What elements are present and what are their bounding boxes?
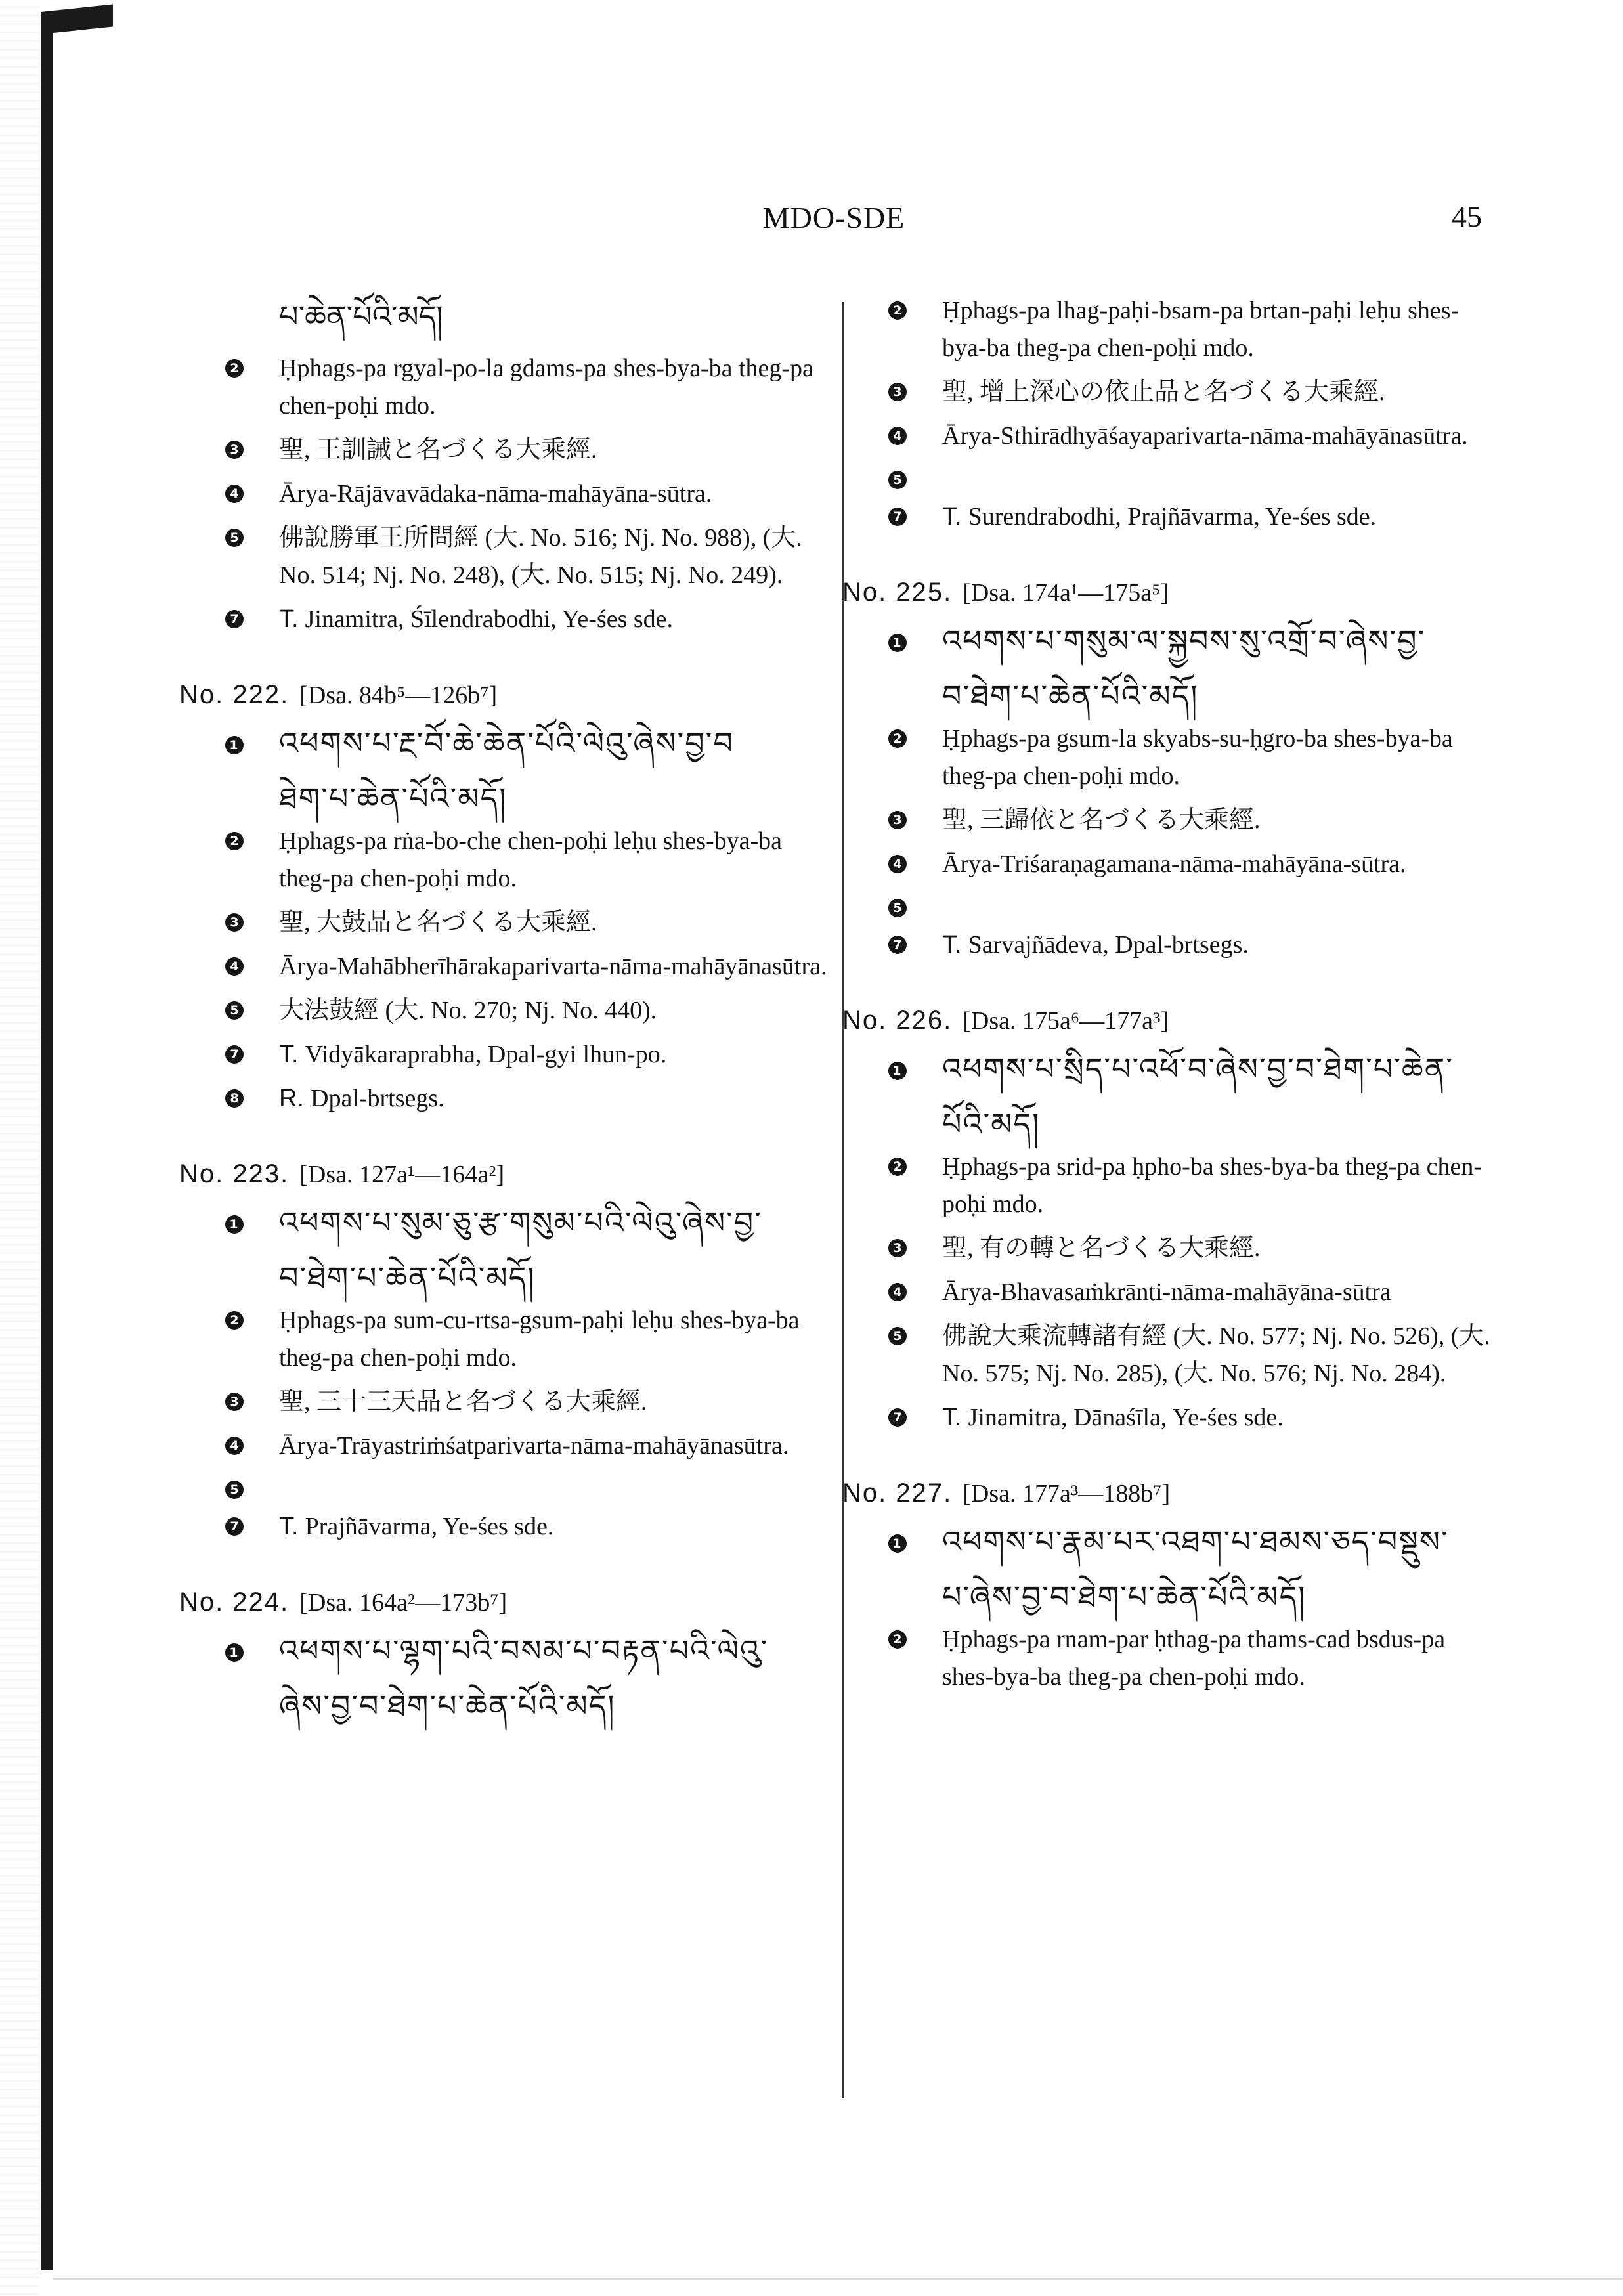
item-text: Ārya-Triśaraṇagamana-nāma-mahāyāna-sūtra. bbox=[942, 850, 1406, 878]
entry-item bbox=[187, 823, 834, 898]
role-label: T. bbox=[279, 1041, 299, 1068]
item-text: Ḥphags-pa lhag-paḥi-bsam-pa brtan-paḥi leḥu shes-bya-ba theg-pa chen-poḥi mdo. bbox=[942, 297, 1460, 362]
entry-heading bbox=[842, 1479, 1494, 1508]
item-text: 聖, 三十三天品と名づくる大乘經. bbox=[279, 1388, 647, 1416]
entry-item bbox=[187, 1036, 834, 1073]
entry-item-empty bbox=[850, 890, 1494, 920]
item-text: Ḥphags-pa sum-cu-rtsa-gsum-paḥi leḥu shes-bya-ba theg-pa chen-poḥi mdo. bbox=[279, 1307, 800, 1372]
tibetan-line-1: འཕགས་པ་ལྷག་པའི་བསམ་པ་བརྟན་པའི་ལེའུ་ bbox=[279, 1633, 769, 1668]
item-text: 佛說大乘流轉諸有經 (大. No. 577; Nj. No. 526), (大. No. 575; Nj. No. 285), (大. No. 576; Nj. No. 284). bbox=[942, 1322, 1490, 1387]
entry-item bbox=[187, 1508, 834, 1546]
role-label: T. bbox=[942, 931, 962, 959]
entry-item bbox=[187, 519, 834, 594]
entry-item bbox=[850, 498, 1494, 536]
role-label: T. bbox=[942, 503, 962, 531]
entry-item bbox=[850, 292, 1494, 367]
entry-item bbox=[850, 1230, 1494, 1267]
item-text: Jinamitra, Dānaśīla, Ye-śes sde. bbox=[968, 1404, 1284, 1431]
item-text: 聖, 大鼓品と名づくる大乘經. bbox=[279, 909, 597, 936]
circled-number: 2 bbox=[888, 1158, 907, 1176]
entry-item bbox=[187, 1427, 834, 1465]
entry-number: No. 224. bbox=[179, 1588, 290, 1616]
entry-number: No. 223. bbox=[179, 1159, 290, 1188]
entry-item bbox=[850, 802, 1494, 839]
circled-number: 1 bbox=[225, 1215, 244, 1234]
entry-item bbox=[850, 1274, 1494, 1311]
catalog-entry-223 bbox=[179, 1159, 834, 1546]
entry-item bbox=[187, 431, 834, 469]
column-divider bbox=[842, 302, 844, 2098]
tibetan-line-2: པ་ཞེས་བྱ་བ་ཐེག་པ་ཆེན་པོའི་མདོ། bbox=[942, 1579, 1307, 1614]
circled-number: 2 bbox=[225, 1311, 244, 1330]
item-text: Surendrabodhi, Prajñāvarma, Ye-śes sde. bbox=[968, 503, 1377, 531]
item-text: Ārya-Bhavasaṁkrānti-nāma-mahāyāna-sūtra bbox=[942, 1278, 1391, 1306]
folio-reference: [Dsa. 127a¹—164a²] bbox=[299, 1161, 505, 1188]
circled-number: 7 bbox=[888, 1408, 907, 1427]
binding-corner bbox=[41, 4, 113, 34]
tibetan-title bbox=[850, 1045, 1494, 1093]
entry-item bbox=[850, 418, 1494, 455]
entry-item bbox=[187, 992, 834, 1029]
entry-item bbox=[187, 1302, 834, 1377]
entry-number: No. 222. bbox=[179, 680, 290, 709]
item-text: 聖, 三歸依と名づくる大乘經. bbox=[942, 806, 1261, 834]
entry-item bbox=[187, 948, 834, 986]
tibetan-line-1: འཕགས་པ་རྔ་བོ་ཆེ་ཆེན་པོའི་ལེའུ་ཞེས་བྱ་བ bbox=[279, 726, 734, 761]
tibetan-title bbox=[187, 719, 834, 768]
circled-number: 5 bbox=[888, 899, 907, 917]
item-text: Ārya-Rājāvavādaka-nāma-mahāyāna-sūtra. bbox=[279, 480, 712, 508]
circled-number: 4 bbox=[888, 427, 907, 445]
tibetan-title bbox=[187, 1626, 834, 1675]
page-edge-shadow bbox=[0, 0, 39, 2296]
catalog-entry-225 bbox=[842, 578, 1494, 964]
entry-item bbox=[187, 350, 834, 425]
tibetan-line-1: འཕགས་པ་རྣམ་པར་འཐག་པ་ཐམས་ཅད་བསྡུས་ bbox=[942, 1524, 1449, 1559]
item-text: 聖, 王訓誡と名づくる大乘經. bbox=[279, 436, 597, 464]
circled-number: 7 bbox=[888, 936, 907, 954]
circled-number: 2 bbox=[888, 729, 907, 748]
tibetan-line-2: ཐེག་པ་ཆེན་པོའི་མདོ། bbox=[279, 781, 508, 816]
circled-number: 5 bbox=[225, 1481, 244, 1499]
item-text: Prajñāvarma, Ye-śes sde. bbox=[305, 1513, 554, 1540]
circled-number: 1 bbox=[225, 736, 244, 754]
item-text: Jinamitra, Śīlendrabodhi, Ye-śes sde. bbox=[305, 605, 674, 633]
item-text: Ḥphags-pa srid-pa ḥpho-ba shes-bya-ba theg-pa chen-poḥi mdo. bbox=[942, 1153, 1482, 1218]
catalog-entry-224 bbox=[179, 1588, 834, 1730]
circled-number: 4 bbox=[225, 1437, 244, 1455]
tibetan-line-1: འཕགས་པ་སུམ་ཅུ་རྩ་གསུམ་པའི་ལེའུ་ཞེས་བྱ་ bbox=[279, 1205, 762, 1240]
item-text: Ārya-Sthirādhyāśayaparivarta-nāma-mahāyānasūtra. bbox=[942, 422, 1468, 450]
entry-number: No. 226. bbox=[842, 1006, 953, 1035]
circled-number: 2 bbox=[888, 1630, 907, 1649]
entry-item bbox=[850, 926, 1494, 964]
entry-item bbox=[850, 1318, 1494, 1393]
item-text: 佛說勝軍王所問經 (大. No. 516; Nj. No. 988), (大. No. 514; Nj. No. 248), (大. No. 515; Nj. No. 249). bbox=[279, 524, 802, 589]
circled-number: 3 bbox=[225, 441, 244, 459]
item-text: Ḥphags-pa rgyal-po-la gdams-pa shes-bya-ba theg-pa chen-poḥi mdo. bbox=[279, 355, 813, 420]
circled-number: 5 bbox=[225, 1001, 244, 1020]
entry-number: No. 225. bbox=[842, 578, 953, 607]
item-text: 聖, 增上深心の依止品と名づくる大乘經. bbox=[942, 378, 1385, 406]
tibetan-title bbox=[850, 617, 1494, 665]
tibetan-title bbox=[850, 1517, 1494, 1566]
entry-item bbox=[187, 904, 834, 942]
circled-number: 7 bbox=[225, 1045, 244, 1064]
entry-item bbox=[850, 720, 1494, 795]
entry-item bbox=[187, 1383, 834, 1421]
catalog-entry-222 bbox=[179, 680, 834, 1117]
role-label: T. bbox=[279, 605, 299, 633]
tibetan-line-2: ཞེས་བྱ་བ་ཐེག་པ་ཆེན་པོའི་མདོ། bbox=[279, 1688, 616, 1723]
circled-number: 1 bbox=[888, 1062, 907, 1080]
entry-item bbox=[187, 1080, 834, 1117]
tibetan-line-2: བ་ཐེག་པ་ཆེན་པོའི་མདོ། bbox=[942, 678, 1199, 714]
entry-number: No. 227. bbox=[842, 1479, 953, 1507]
circled-number: 3 bbox=[888, 1239, 907, 1257]
role-label: R. bbox=[279, 1085, 304, 1112]
carry-over-entry bbox=[187, 292, 834, 638]
circled-number: 4 bbox=[888, 1283, 907, 1301]
circled-number: 3 bbox=[225, 913, 244, 932]
circled-number: 8 bbox=[225, 1089, 244, 1108]
circled-number: 3 bbox=[225, 1393, 244, 1411]
entry-item bbox=[187, 475, 834, 513]
circled-number: 4 bbox=[225, 957, 244, 976]
tibetan-line-1: འཕགས་པ་གསུམ་ལ་སྐྱབས་སུ་འགྲོ་བ་ཞེས་བྱ་ bbox=[942, 623, 1426, 659]
circled-number: 4 bbox=[888, 855, 907, 873]
entry-heading bbox=[179, 1159, 834, 1189]
circled-number: 5 bbox=[225, 529, 244, 547]
folio-reference: [Dsa. 177a³—188b⁷] bbox=[963, 1480, 1171, 1507]
carry-over-entry bbox=[850, 292, 1494, 536]
circled-number: 5 bbox=[888, 1327, 907, 1345]
circled-number: 7 bbox=[888, 508, 907, 526]
item-text: Ārya-Mahābherīhārakaparivarta-nāma-mahāyānasūtra. bbox=[279, 953, 827, 980]
entry-item bbox=[850, 374, 1494, 411]
entry-item bbox=[850, 1621, 1494, 1696]
item-text: Vidyākaraprabha, Dpal-gyi lhun-po. bbox=[305, 1041, 667, 1068]
entry-item-empty bbox=[187, 1471, 834, 1502]
folio-reference: [Dsa. 84b⁵—126b⁷] bbox=[299, 682, 498, 709]
entry-heading bbox=[179, 680, 834, 710]
item-text: Ḥphags-pa rṅa-bo-che chen-poḥi leḥu shes-bya-ba theg-pa chen-poḥi mdo. bbox=[279, 827, 783, 892]
item-text: Ḥphags-pa rnam-par ḥthag-pa thams-cad bsdus-pa shes-bya-ba theg-pa chen-poḥi mdo. bbox=[942, 1626, 1446, 1691]
circled-number: 2 bbox=[225, 359, 244, 378]
binding-edge bbox=[41, 12, 53, 2270]
entry-heading bbox=[842, 578, 1494, 607]
tibetan-line-1: འཕགས་པ་སྲིད་པ་འཕོ་བ་ཞེས་བྱ་བ་ཐེག་པ་ཆེན་ bbox=[942, 1051, 1454, 1087]
folio-reference: [Dsa. 164a²—173b⁷] bbox=[299, 1589, 508, 1616]
item-text: Dpal-brtsegs. bbox=[311, 1085, 444, 1112]
tibetan-line-2: བ་ཐེག་པ་ཆེན་པོའི་མདོ། bbox=[279, 1260, 536, 1295]
running-head: MDO-SDE bbox=[762, 201, 905, 234]
left-column bbox=[179, 292, 834, 1772]
entry-heading bbox=[179, 1588, 834, 1617]
item-text: Ḥphags-pa gsum-la skyabs-su-ḥgro-ba shes-bya-ba theg-pa chen-poḥi mdo. bbox=[942, 725, 1453, 790]
circled-number: 1 bbox=[225, 1643, 244, 1662]
entry-item-empty bbox=[850, 462, 1494, 492]
role-label: T. bbox=[279, 1513, 299, 1540]
right-column bbox=[842, 292, 1494, 1738]
circled-number: 2 bbox=[225, 832, 244, 850]
circled-number: 7 bbox=[225, 610, 244, 628]
folio-reference: [Dsa. 175a⁶—177a³] bbox=[963, 1007, 1169, 1035]
item-text: 聖, 有の轉と名づくる大乘經. bbox=[942, 1234, 1261, 1262]
circled-number: 3 bbox=[888, 811, 907, 829]
entry-heading bbox=[842, 1006, 1494, 1035]
tibetan-title-line: པ་ཆེན་པོའི་མདོ། bbox=[279, 299, 443, 334]
item-text: Sarvajñādeva, Dpal-brtsegs. bbox=[968, 931, 1249, 959]
catalog-entry-226 bbox=[842, 1006, 1494, 1437]
role-label: T. bbox=[942, 1404, 962, 1431]
folio-reference: [Dsa. 174a¹—175a⁵] bbox=[963, 579, 1169, 607]
catalog-entry-227 bbox=[842, 1479, 1494, 1696]
page-bottom-edge bbox=[53, 2278, 1623, 2280]
circled-number: 5 bbox=[888, 471, 907, 489]
page-number: 45 bbox=[1452, 200, 1482, 233]
entry-item bbox=[850, 1399, 1494, 1437]
entry-item bbox=[850, 846, 1494, 883]
tibetan-title bbox=[187, 1198, 834, 1247]
entry-item bbox=[850, 1148, 1494, 1223]
item-text: 大法鼓經 (大. No. 270; Nj. No. 440). bbox=[279, 997, 657, 1024]
circled-number: 1 bbox=[888, 1534, 907, 1553]
circled-number: 3 bbox=[888, 383, 907, 401]
circled-number: 1 bbox=[888, 634, 907, 652]
item-text: Ārya-Trāyastriṁśatparivarta-nāma-mahāyānasūtra. bbox=[279, 1432, 789, 1460]
circled-number: 2 bbox=[888, 301, 907, 320]
circled-number: 4 bbox=[225, 485, 244, 503]
circled-number: 7 bbox=[225, 1517, 244, 1536]
entry-item bbox=[187, 601, 834, 638]
tibetan-line-2: པོའི་མདོ། bbox=[942, 1106, 1041, 1142]
